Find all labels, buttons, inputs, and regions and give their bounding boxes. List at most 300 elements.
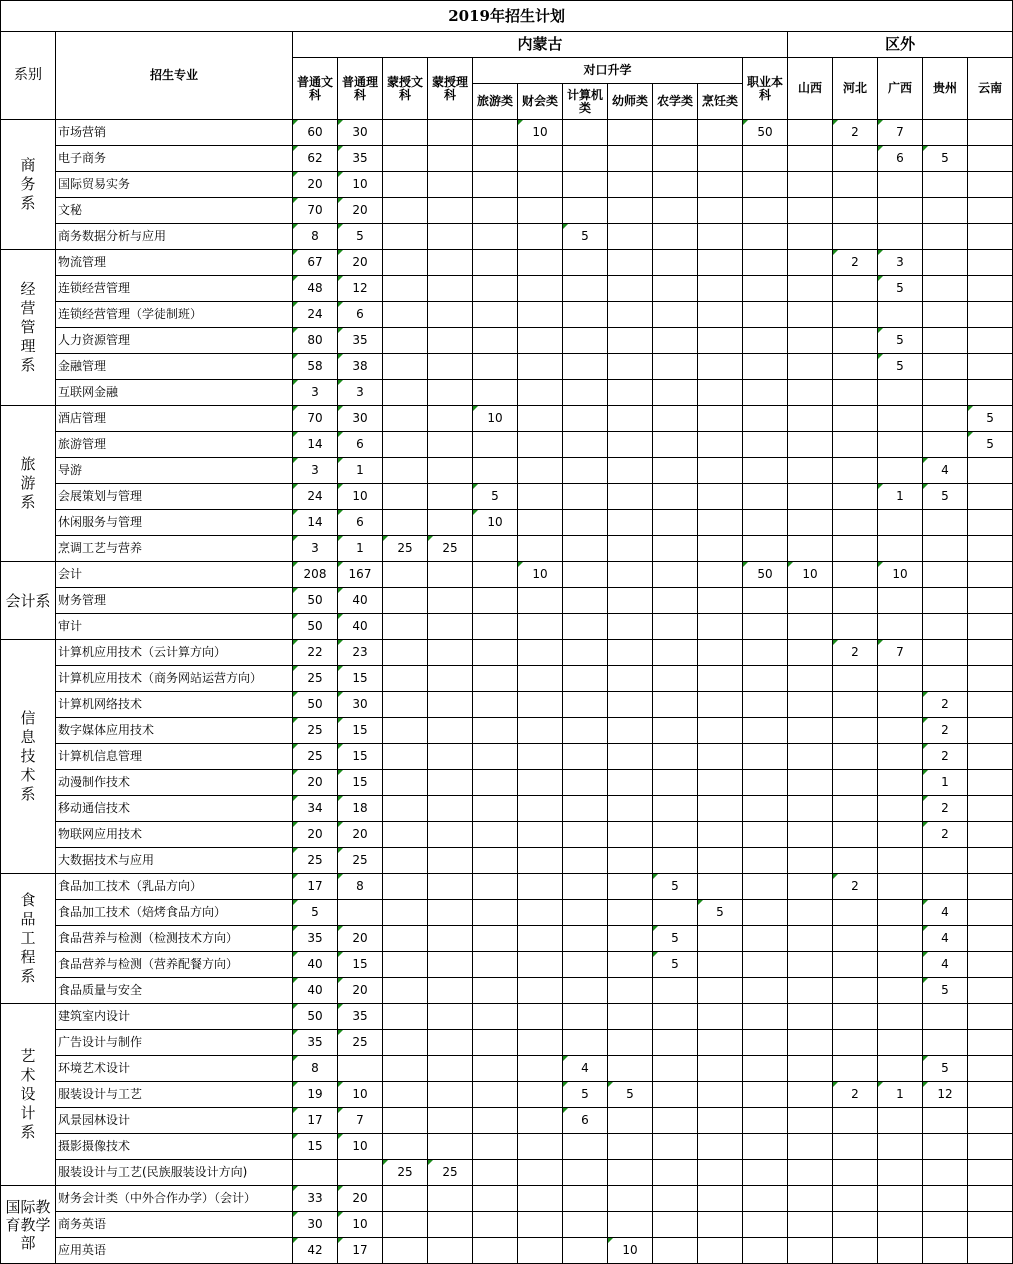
value-cell (743, 458, 788, 484)
value-cell (788, 120, 833, 146)
value-cell (428, 588, 473, 614)
value-cell (923, 614, 968, 640)
value-cell (878, 536, 923, 562)
value-cell: 20 (338, 198, 383, 224)
value-cell (563, 354, 608, 380)
value-cell (968, 224, 1013, 250)
value-cell (608, 874, 653, 900)
value-cell: 3 (293, 380, 338, 406)
value-cell (788, 380, 833, 406)
value-cell (743, 952, 788, 978)
value-cell (518, 172, 563, 198)
value-cell (563, 432, 608, 458)
value-cell (563, 1212, 608, 1238)
value-cell (743, 1212, 788, 1238)
value-cell (428, 562, 473, 588)
value-cell (563, 380, 608, 406)
table-row (1, 1004, 1013, 1030)
value-cell: 208 (293, 562, 338, 588)
value-cell (428, 822, 473, 848)
col-header-mongolian-arts: 蒙授文科 (383, 58, 428, 120)
table-row (1, 1238, 1013, 1264)
value-cell (698, 848, 743, 874)
value-cell (833, 822, 878, 848)
value-cell (428, 120, 473, 146)
value-cell (743, 146, 788, 172)
value-cell (788, 822, 833, 848)
value-cell (383, 770, 428, 796)
value-cell (383, 458, 428, 484)
value-cell: 25 (293, 666, 338, 692)
value-cell (473, 822, 518, 848)
value-cell (428, 1056, 473, 1082)
value-cell (743, 224, 788, 250)
table-row (1, 276, 1013, 302)
value-cell (608, 926, 653, 952)
value-cell (743, 1160, 788, 1186)
value-cell (428, 926, 473, 952)
value-cell (428, 406, 473, 432)
value-cell (698, 198, 743, 224)
value-cell (473, 1238, 518, 1264)
value-cell (968, 198, 1013, 224)
value-cell (698, 146, 743, 172)
value-cell: 10 (338, 1134, 383, 1160)
major-name: 电子商务 (56, 146, 293, 172)
major-name: 服装设计与工艺(民族服装设计方向) (56, 1160, 293, 1186)
value-cell (923, 1030, 968, 1056)
value-cell (653, 1212, 698, 1238)
department-cell (1, 640, 56, 874)
value-cell (383, 1108, 428, 1134)
value-cell (608, 822, 653, 848)
value-cell (788, 770, 833, 796)
value-cell (833, 328, 878, 354)
value-cell (428, 640, 473, 666)
value-cell (788, 536, 833, 562)
value-cell: 2 (833, 120, 878, 146)
value-cell: 1 (878, 1082, 923, 1108)
value-cell: 70 (293, 198, 338, 224)
value-cell (923, 874, 968, 900)
table-row (1, 1030, 1013, 1056)
value-cell (833, 536, 878, 562)
value-cell: 10 (338, 484, 383, 510)
value-cell (473, 718, 518, 744)
value-cell (788, 250, 833, 276)
value-cell: 15 (293, 1134, 338, 1160)
value-cell (563, 666, 608, 692)
table-row (1, 146, 1013, 172)
value-cell (518, 302, 563, 328)
value-cell (608, 354, 653, 380)
major-name: 财务会计类（中外合作办学）（会计） (56, 1186, 293, 1212)
value-cell: 42 (293, 1238, 338, 1264)
table-row (1, 536, 1013, 562)
value-cell (968, 276, 1013, 302)
value-cell (518, 900, 563, 926)
value-cell (788, 1056, 833, 1082)
value-cell: 10 (338, 1082, 383, 1108)
value-cell (383, 250, 428, 276)
value-cell: 18 (338, 796, 383, 822)
value-cell (878, 926, 923, 952)
value-cell (518, 978, 563, 1004)
value-cell (428, 900, 473, 926)
value-cell (698, 484, 743, 510)
value-cell (383, 1056, 428, 1082)
value-cell (968, 1082, 1013, 1108)
value-cell (968, 640, 1013, 666)
value-cell (563, 328, 608, 354)
value-cell: 25 (383, 536, 428, 562)
col-header-computer: 计算机类 (563, 84, 608, 120)
col-header-guizhou: 贵州 (923, 58, 968, 120)
value-cell: 23 (338, 640, 383, 666)
value-cell (698, 874, 743, 900)
value-cell (608, 614, 653, 640)
value-cell (473, 536, 518, 562)
value-cell (923, 848, 968, 874)
value-cell: 5 (878, 354, 923, 380)
value-cell (923, 380, 968, 406)
value-cell: 58 (293, 354, 338, 380)
value-cell (833, 900, 878, 926)
value-cell: 14 (293, 432, 338, 458)
value-cell (608, 1030, 653, 1056)
value-cell (518, 250, 563, 276)
major-name: 风景园林设计 (56, 1108, 293, 1134)
value-cell (698, 926, 743, 952)
value-cell (968, 328, 1013, 354)
value-cell (338, 1160, 383, 1186)
value-cell (608, 640, 653, 666)
table-row (1, 900, 1013, 926)
value-cell (698, 536, 743, 562)
value-cell (968, 822, 1013, 848)
value-cell (653, 198, 698, 224)
value-cell (923, 1134, 968, 1160)
value-cell (878, 822, 923, 848)
value-cell (563, 198, 608, 224)
value-cell (833, 354, 878, 380)
value-cell (383, 926, 428, 952)
value-cell (878, 1004, 923, 1030)
value-cell (698, 1004, 743, 1030)
department-header: 系别 (1, 32, 56, 120)
value-cell (383, 796, 428, 822)
value-cell (698, 1108, 743, 1134)
table-row (1, 666, 1013, 692)
major-name: 会展策划与管理 (56, 484, 293, 510)
value-cell (788, 1212, 833, 1238)
value-cell: 20 (338, 978, 383, 1004)
value-cell (563, 926, 608, 952)
value-cell: 40 (338, 588, 383, 614)
value-cell: 10 (608, 1238, 653, 1264)
value-cell (878, 1186, 923, 1212)
value-cell: 30 (338, 692, 383, 718)
value-cell (563, 900, 608, 926)
table-row (1, 744, 1013, 770)
value-cell (653, 640, 698, 666)
value-cell (788, 718, 833, 744)
value-cell: 30 (338, 406, 383, 432)
value-cell (878, 952, 923, 978)
value-cell (788, 952, 833, 978)
value-cell (518, 354, 563, 380)
value-cell (563, 276, 608, 302)
value-cell (383, 484, 428, 510)
value-cell (608, 510, 653, 536)
value-cell (968, 250, 1013, 276)
value-cell (743, 1004, 788, 1030)
value-cell (833, 1108, 878, 1134)
value-cell (428, 848, 473, 874)
value-cell (833, 588, 878, 614)
value-cell (878, 744, 923, 770)
value-cell (473, 1160, 518, 1186)
value-cell (608, 900, 653, 926)
value-cell (473, 744, 518, 770)
value-cell (923, 1108, 968, 1134)
department-cell (1, 120, 56, 250)
value-cell (788, 172, 833, 198)
value-cell (383, 1082, 428, 1108)
value-cell (878, 614, 923, 640)
value-cell: 7 (878, 640, 923, 666)
value-cell: 5 (923, 1056, 968, 1082)
value-cell (428, 224, 473, 250)
value-cell (878, 172, 923, 198)
value-cell: 3 (293, 458, 338, 484)
value-cell (518, 718, 563, 744)
value-cell (653, 666, 698, 692)
value-cell (788, 146, 833, 172)
value-cell (788, 692, 833, 718)
value-cell (518, 458, 563, 484)
value-cell: 20 (293, 770, 338, 796)
major-name: 食品加工技术（焙烤食品方向） (56, 900, 293, 926)
value-cell (743, 536, 788, 562)
value-cell (923, 276, 968, 302)
value-cell (923, 588, 968, 614)
value-cell (698, 640, 743, 666)
value-cell (788, 1134, 833, 1160)
value-cell (473, 224, 518, 250)
value-cell (653, 744, 698, 770)
value-cell (788, 432, 833, 458)
value-cell (788, 1160, 833, 1186)
value-cell (878, 692, 923, 718)
value-cell (743, 900, 788, 926)
value-cell (653, 692, 698, 718)
value-cell (968, 458, 1013, 484)
value-cell (428, 1238, 473, 1264)
value-cell (383, 510, 428, 536)
value-cell: 2 (923, 744, 968, 770)
value-cell (608, 1056, 653, 1082)
value-cell (383, 302, 428, 328)
value-cell (788, 328, 833, 354)
value-cell (968, 1238, 1013, 1264)
value-cell: 40 (293, 978, 338, 1004)
value-cell (473, 848, 518, 874)
value-cell (743, 302, 788, 328)
value-cell (878, 770, 923, 796)
value-cell (383, 692, 428, 718)
value-cell (878, 718, 923, 744)
value-cell: 20 (338, 1186, 383, 1212)
value-cell: 15 (338, 744, 383, 770)
value-cell: 70 (293, 406, 338, 432)
value-cell (698, 1056, 743, 1082)
value-cell (968, 510, 1013, 536)
value-cell (383, 562, 428, 588)
major-name: 财务管理 (56, 588, 293, 614)
major-name: 计算机信息管理 (56, 744, 293, 770)
value-cell: 14 (293, 510, 338, 536)
value-cell (833, 198, 878, 224)
value-cell (428, 1108, 473, 1134)
value-cell (563, 406, 608, 432)
value-cell (518, 1186, 563, 1212)
value-cell: 10 (473, 510, 518, 536)
value-cell (563, 692, 608, 718)
major-name: 环境艺术设计 (56, 1056, 293, 1082)
value-cell (563, 562, 608, 588)
value-cell (968, 1134, 1013, 1160)
value-cell (743, 276, 788, 302)
table-row (1, 1186, 1013, 1212)
value-cell: 25 (428, 1160, 473, 1186)
value-cell (968, 354, 1013, 380)
value-cell (563, 302, 608, 328)
value-cell (833, 302, 878, 328)
value-cell (788, 406, 833, 432)
value-cell (833, 692, 878, 718)
value-cell: 10 (788, 562, 833, 588)
value-cell (608, 1186, 653, 1212)
value-cell (923, 1186, 968, 1212)
value-cell: 40 (338, 614, 383, 640)
value-cell (788, 926, 833, 952)
value-cell: 3 (338, 380, 383, 406)
value-cell (518, 1082, 563, 1108)
col-header-vocational-bachelor: 职业本科 (743, 58, 788, 120)
value-cell (788, 900, 833, 926)
value-cell (428, 198, 473, 224)
value-cell: 35 (293, 1030, 338, 1056)
value-cell (968, 718, 1013, 744)
value-cell (878, 406, 923, 432)
value-cell: 67 (293, 250, 338, 276)
value-cell (833, 224, 878, 250)
value-cell (518, 1212, 563, 1238)
value-cell (833, 666, 878, 692)
value-cell (923, 562, 968, 588)
value-cell (473, 146, 518, 172)
value-cell (788, 978, 833, 1004)
value-cell (383, 952, 428, 978)
value-cell (698, 458, 743, 484)
value-cell (968, 614, 1013, 640)
value-cell (878, 978, 923, 1004)
value-cell (653, 900, 698, 926)
value-cell (428, 250, 473, 276)
value-cell (653, 276, 698, 302)
col-header-regular-arts: 普通文科 (293, 58, 338, 120)
value-cell: 5 (653, 952, 698, 978)
department-name: 旅游系 (20, 455, 36, 511)
value-cell (428, 172, 473, 198)
value-cell (788, 744, 833, 770)
value-cell: 8 (293, 1056, 338, 1082)
value-cell (383, 718, 428, 744)
value-cell (608, 1004, 653, 1030)
value-cell: 10 (473, 406, 518, 432)
value-cell (653, 406, 698, 432)
value-cell (518, 406, 563, 432)
value-cell (743, 926, 788, 952)
value-cell (968, 1186, 1013, 1212)
value-cell (383, 328, 428, 354)
value-cell: 25 (428, 536, 473, 562)
value-cell (608, 172, 653, 198)
value-cell: 34 (293, 796, 338, 822)
value-cell (563, 718, 608, 744)
value-cell (473, 926, 518, 952)
value-cell (428, 276, 473, 302)
value-cell (923, 1212, 968, 1238)
value-cell (653, 614, 698, 640)
value-cell (788, 1004, 833, 1030)
value-cell (698, 666, 743, 692)
value-cell: 6 (338, 432, 383, 458)
value-cell (383, 146, 428, 172)
value-cell: 2 (923, 796, 968, 822)
value-cell (833, 562, 878, 588)
value-cell (743, 978, 788, 1004)
value-cell (968, 666, 1013, 692)
value-cell (608, 484, 653, 510)
value-cell (473, 874, 518, 900)
value-cell (473, 952, 518, 978)
value-cell (833, 770, 878, 796)
value-cell (608, 328, 653, 354)
value-cell (608, 432, 653, 458)
value-cell: 25 (293, 848, 338, 874)
value-cell (698, 718, 743, 744)
value-cell (878, 380, 923, 406)
value-cell (653, 1108, 698, 1134)
value-cell (923, 172, 968, 198)
table-row (1, 978, 1013, 1004)
value-cell (788, 1108, 833, 1134)
value-cell (698, 1212, 743, 1238)
value-cell: 2 (923, 692, 968, 718)
value-cell (743, 718, 788, 744)
table-row (1, 1212, 1013, 1238)
major-name: 国际贸易实务 (56, 172, 293, 198)
value-cell (473, 640, 518, 666)
value-cell: 5 (923, 978, 968, 1004)
value-cell (968, 588, 1013, 614)
value-cell (968, 1004, 1013, 1030)
major-name: 物联网应用技术 (56, 822, 293, 848)
value-cell (833, 458, 878, 484)
value-cell (608, 146, 653, 172)
